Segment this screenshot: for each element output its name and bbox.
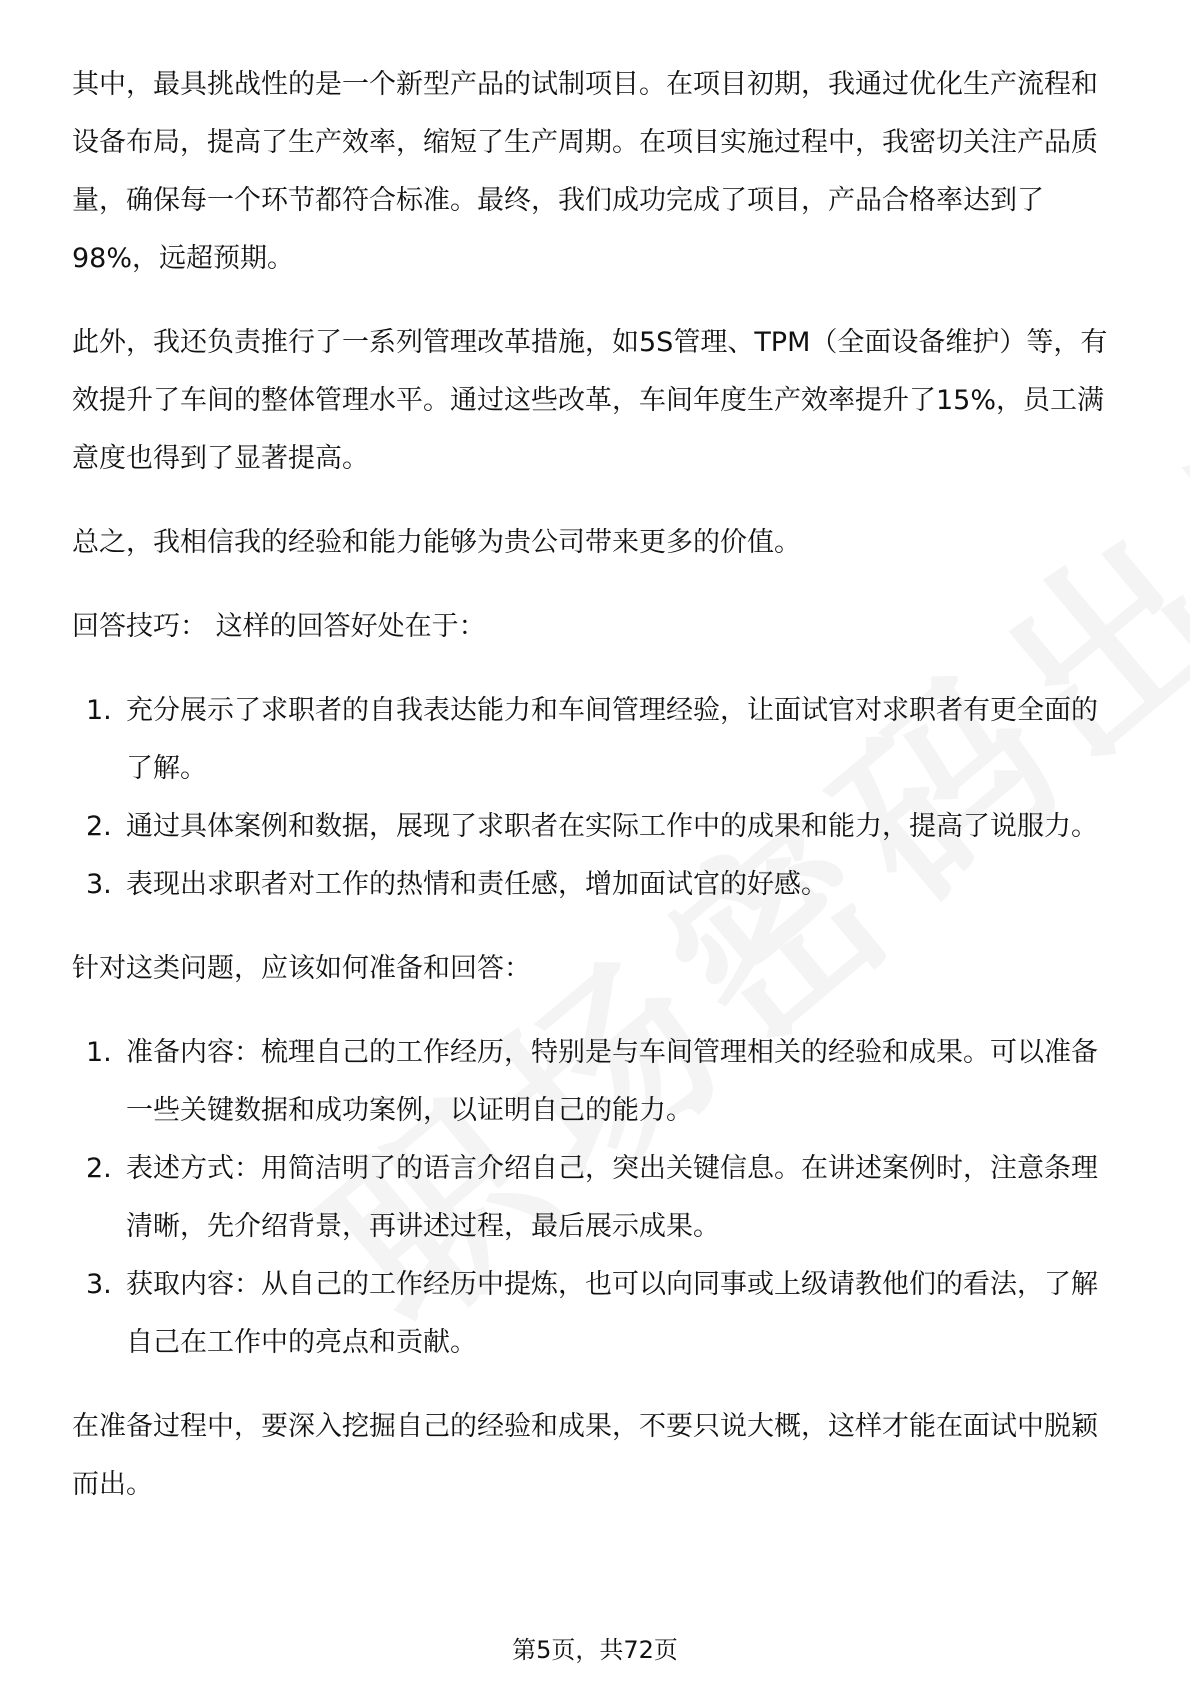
list-item (72, 1256, 1122, 1372)
paragraph-summary: 总之，我相信我的经验和能力能够为贵公司带来更多的价值。 (72, 527, 801, 558)
list-text: 表现出求职者对工作的热情和责任感，增加面试官的好感。 (126, 869, 828, 900)
document-body (72, 56, 1122, 1540)
list-number: 2. (86, 1153, 112, 1184)
paragraph-closing: 在准备过程中，要深入挖掘自己的经验和成果，不要只说大概，这样才能在面试中脱颖而出。 (72, 1411, 1098, 1500)
list-item (72, 1140, 1122, 1256)
prep-heading: 针对这类问题，应该如何准备和回答： (72, 953, 531, 984)
list-text: 准备内容：梳理自己的工作经历，特别是与车间管理相关的经验和成果。可以准备一些关键数据和成功案例，以证明自己的能力。 (126, 1037, 1098, 1126)
list-item (72, 798, 1122, 856)
tips-heading: 回答技巧： 这样的回答好处在于： (72, 611, 486, 642)
list-text: 获取内容：从自己的工作经历中提炼，也可以向同事或上级请教他们的看法，了解自己在工作中的亮点和贡献。 (126, 1269, 1098, 1358)
list-number: 3. (86, 869, 112, 900)
list-text: 通过具体案例和数据，展现了求职者在实际工作中的成果和能力，提高了说服力。 (126, 811, 1098, 842)
list-text: 充分展示了求职者的自我表达能力和车间管理经验，让面试官对求职者有更全面的了解。 (126, 695, 1098, 784)
paragraph-reform: 此外，我还负责推行了一系列管理改革措施，如5S管理、TPM（全面设备维护）等，有效提升了车间的整体管理水平。通过这些改革，车间年度生产效率提升了15%，员工满意度也得到了显著提高。 (72, 327, 1108, 474)
list-item (72, 1024, 1122, 1140)
list-number: 2. (86, 811, 112, 842)
page-number: 第5页，共72页 (512, 1636, 678, 1664)
tips-list (72, 682, 1122, 914)
list-item (72, 856, 1122, 914)
list-number: 1. (86, 695, 112, 726)
list-number: 1. (86, 1037, 112, 1068)
paragraph-project: 其中，最具挑战性的是一个新型产品的试制项目。在项目初期，我通过优化生产流程和设备布局，提高了生产效率，缩短了生产周期。在项目实施过程中，我密切关注产品质量，确保每一个环节都符合标准。最终，我们成功完成了项目，产品合格率达到了98%，远超预期。 (72, 69, 1098, 274)
list-number: 3. (86, 1269, 112, 1300)
list-item (72, 682, 1122, 798)
prep-list (72, 1024, 1122, 1372)
list-text: 表述方式：用简洁明了的语言介绍自己，突出关键信息。在讲述案例时，注意条理清晰，先介绍背景，再讲述过程，最后展示成果。 (126, 1153, 1098, 1242)
